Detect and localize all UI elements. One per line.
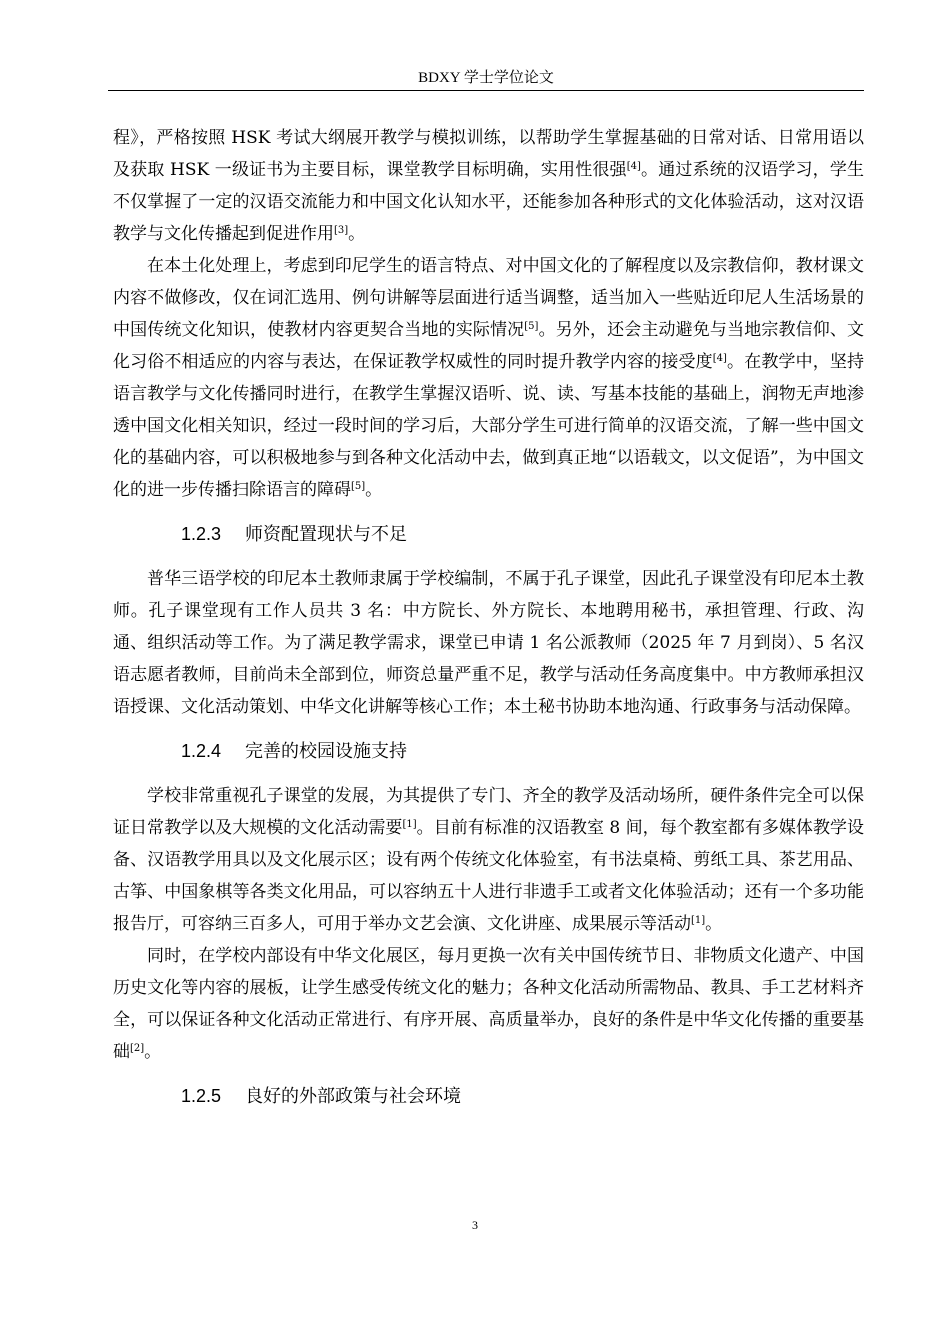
paragraph-1: 程》，严格按照 HSK 考试大纲展开教学与模拟训练，以帮助学生掌握基础的日常对话、日常用语以及获取 HSK 一级证书为主要目标，课堂教学目标明确，实用性很强[4]。通过系统的汉语学习，学生不仅掌握了一定的汉语交流能力和中国文化认知水平，还能参加各种形式的文化体验活动，这对汉语教学与文化传播起到促进作用[3]。	[113, 128, 864, 244]
section-number: 1.2.4	[181, 741, 222, 761]
body-text	[113, 122, 864, 1125]
paragraph-5: 同时，在学校内部设有中华文化展区，每月更换一次有关中国传统节日、非物质文化遗产、中国历史文化等内容的展板，让学生感受传统文化的魅力；各种文化活动所需物品、教具、手工艺材料齐全，可以保证各种文化活动正常进行、有序开展、高质量举办，良好的条件是中华文化传播的重要基础[2]。	[113, 946, 864, 1062]
section-heading-1-2-4	[113, 735, 864, 768]
section-number: 1.2.5	[181, 1086, 222, 1106]
paragraph-2: 在本土化处理上，考虑到印尼学生的语言特点、对中国文化的了解程度以及宗教信仰，教材课文内容不做修改，仅在词汇选用、例句讲解等层面进行适当调整，适当加入一些贴近印尼人生活场景的中国传统文化知识，使教材内容更契合当地的实际情况[5]。另外，还会主动避免与当地宗教信仰、文化习俗不相适应的内容与表达，在保证教学权威性的同时提升教学内容的接受度[4]。在教学中，坚持语言教学与文化传播同时进行，在教学生掌握汉语听、说、读、写基本技能的基础上，润物无声地渗透中国文化相关知识，经过一段时间的学习后，大部分学生可进行简单的汉语交流，了解一些中国文化的基础内容，可以积极地参与到各种文化活动中去，做到真正地“以语载文，以文促语”，为中国文化的进一步传播扫除语言的障碍[5]。	[113, 256, 865, 500]
citation: [5]	[524, 321, 539, 332]
section-title: 良好的外部政策与社会环境	[245, 1086, 461, 1107]
paragraph-3: 普华三语学校的印尼本土教师隶属于学校编制，不属于孔子课堂，因此孔子课堂没有印尼本土教师。孔子课堂现有工作人员共 3 名：中方院长、外方院长、本地聘用秘书，承担管理、行政、沟通、组织活动等工作。为了满足教学需求，课堂已申请 1 名公派教师（2025 年 7 月到岗）、5 名汉语志愿者教师，目前尚未全部到位，师资总量严重不足，教学与活动任务高度集中。中方教师承担汉语授课、文化活动策划、中华文化讲解等核心工作；本土秘书协助本地沟通、行政事务与活动保障。	[113, 569, 864, 717]
section-title: 完善的校园设施支持	[245, 741, 407, 762]
citation: [4]	[712, 353, 727, 364]
running-header: BDXY 学士学位论文	[418, 70, 554, 86]
paragraph-4: 学校非常重视孔子课堂的发展，为其提供了专门、齐全的教学及活动场所，硬件条件完全可以保证日常教学以及大规模的文化活动需要[1]。目前有标准的汉语教室 8 间，每个教室都有多媒体教学设备、汉语教学用具以及文化展示区；设有两个传统文化体验室，有书法桌椅、剪纸工具、茶艺用品、古筝、中国象棋等各类文化用品，可以容纳五十人进行非遗手工或者文化体验活动；还有一个多功能报告厅，可容纳三百多人，可用于举办文艺会演、文化讲座、成果展示等活动[1]。	[113, 786, 865, 934]
citation: [2]	[130, 1043, 145, 1054]
section-heading-1-2-5	[113, 1080, 864, 1113]
page-number: 3	[472, 1218, 478, 1232]
section-title: 师资配置现状与不足	[245, 524, 407, 545]
header-rule	[108, 90, 864, 91]
citation: [5]	[351, 481, 366, 492]
citation: [3]	[334, 225, 349, 236]
section-heading-1-2-3	[113, 518, 864, 551]
section-number: 1.2.3	[181, 524, 222, 544]
citation: [4]	[626, 161, 641, 172]
citation: [1]	[402, 819, 417, 830]
citation: [1]	[691, 915, 706, 926]
